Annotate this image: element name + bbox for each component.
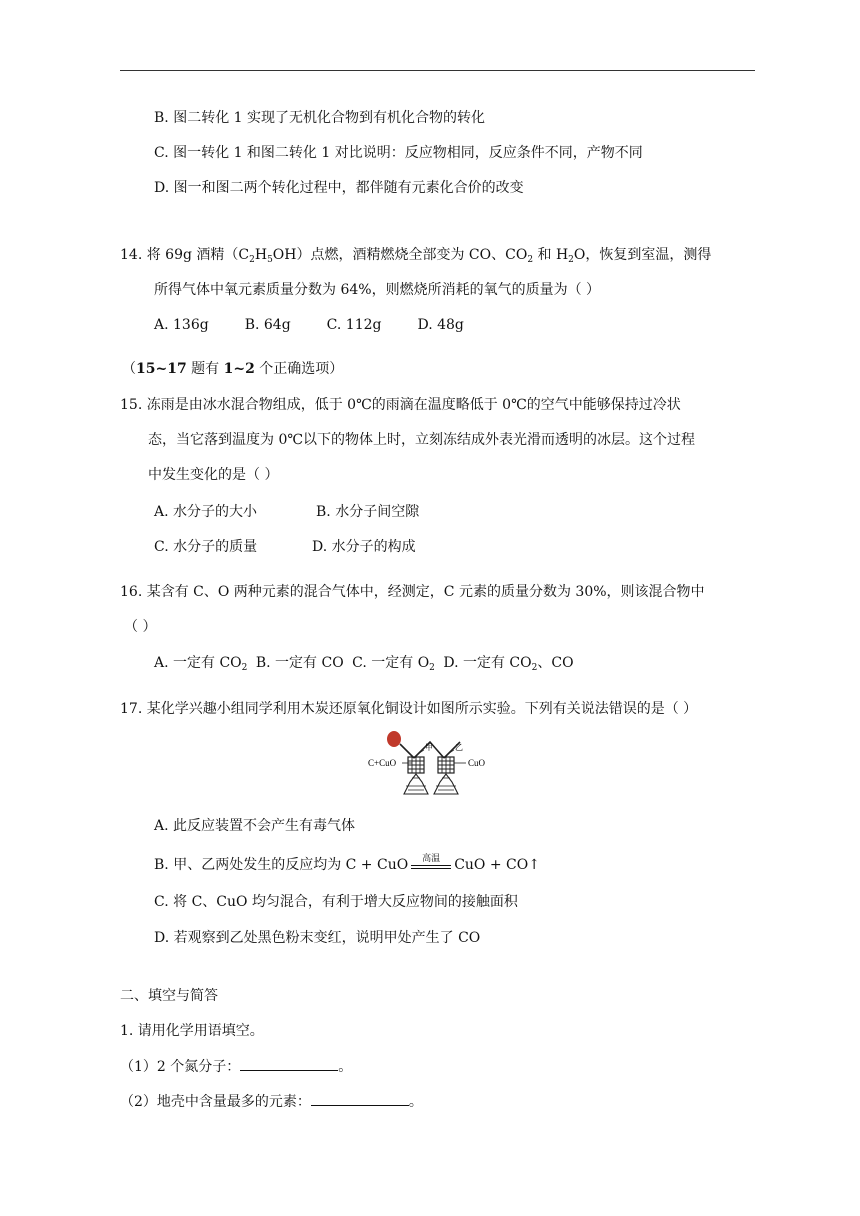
q13-option-c: C. 图一转化 1 和图二转化 1 对比说明：反应物相同，反应条件不同，产物不同: [154, 145, 643, 161]
q17-option-b: B. 甲、乙两处发生的反应均为 C + CuO 高温 CuO + CO↑: [154, 854, 540, 873]
lamp-jia-icon: [404, 774, 428, 794]
section2-q1-part2: （2）地壳中含量最多的元素： 。: [120, 1091, 423, 1112]
q15-option-a: A. 水分子的大小: [154, 504, 258, 520]
q14-option-d: D. 48g: [417, 317, 464, 333]
q15-option-d: D. 水分子的构成: [312, 539, 416, 555]
q15-stem-line2: 态，当它落到温度为 0℃以下的物体上时，立刻冻结成外表光滑而透明的冰层。这个过程: [148, 432, 696, 448]
q17-option-a: A. 此反应装置不会产生有毒气体: [154, 818, 356, 834]
q14-stem-line1: 14. 将 69g 酒精$(C_2H_5OH)$点燃，酒精燃烧全部变为 CO、$CO_2$ 和 $H_2O$，恢复到室温，测得: [120, 247, 712, 265]
q14-stem-line2: 所得气体中氧元素质量分数为 64%，则燃烧所消耗的氧气的质量为（ ）: [154, 282, 601, 298]
q16-stem-line2: （ ）: [124, 619, 157, 635]
q15-option-c: C. 水分子的质量: [154, 539, 258, 555]
q15-option-b: B. 水分子间空隙: [316, 504, 420, 520]
q16-option-c: C. 一定有 $O_2$: [352, 655, 435, 673]
section-title: 二、填空与简答: [120, 988, 218, 1004]
section2-q1-part1: （1）2 个氮分子： 。: [120, 1056, 352, 1077]
q16-option-a: A. 一定有 $CO_2$: [154, 655, 248, 673]
q13-option-d: D. 图一和图二两个转化过程中，都伴随有元素化合价的改变: [154, 180, 524, 196]
section2-q1: 1. 请用化学用语填空。: [120, 1023, 264, 1039]
tube-yi-coil: [438, 757, 454, 773]
q13-option-b: B. 图二转化 1 实现了无机化合物到有机化合物的转化: [154, 110, 485, 126]
tube-jia-coil: [408, 757, 424, 773]
lamp-yi-icon: [434, 774, 458, 794]
header-rule: [120, 70, 755, 71]
q14-option-b: B. 64g: [244, 317, 291, 333]
rubber-bulb-icon: [387, 731, 401, 747]
q14-options: [154, 315, 464, 335]
q14-option-c: C. 112g: [326, 317, 382, 333]
q15-stem-line3: 中发生变化的是（ ）: [148, 467, 279, 483]
answer-blank-1[interactable]: [240, 1056, 338, 1071]
q16-option-d: D. 一定有 $CO_2$、CO: [443, 655, 574, 673]
tube-left: [400, 744, 414, 758]
reaction-condition-sign: 高温: [411, 855, 451, 875]
label-yi: 乙: [455, 743, 463, 752]
experiment-apparatus-figure: [366, 730, 496, 800]
label-cuo: CuO: [468, 758, 486, 768]
label-jia: 甲: [425, 743, 433, 752]
q16-option-b: B. 一定有 CO: [255, 655, 344, 671]
q17-option-c: C. 将 C、CuO 均匀混合，有利于增大反应物间的接触面积: [154, 894, 518, 910]
q15-stem-line1: 15. 冻雨是由冰水混合物组成，低于 0℃的雨滴在温度略低于 0℃的空气中能够保持过冷状: [120, 397, 681, 413]
q16-options: [154, 653, 574, 673]
answer-blank-2[interactable]: [311, 1091, 409, 1106]
label-c-cuo: C+CuO: [368, 758, 397, 768]
selection-note: （15~17 题有 1~2 个正确选项）: [122, 361, 344, 377]
q14-option-a: A. 136g: [154, 317, 209, 333]
q17-stem: 17. 某化学兴趣小组同学利用木炭还原氧化铜设计如图所示实验。下列有关说法错误的是（ ）: [120, 701, 698, 717]
q16-stem-line1: 16. 某含有 C、O 两种元素的混合气体中，经测定，C 元素的质量分数为 30%，则该混合物中: [120, 584, 705, 600]
q17-option-d: D. 若观察到乙处黑色粉末变红，说明甲处产生了 CO: [154, 930, 481, 946]
